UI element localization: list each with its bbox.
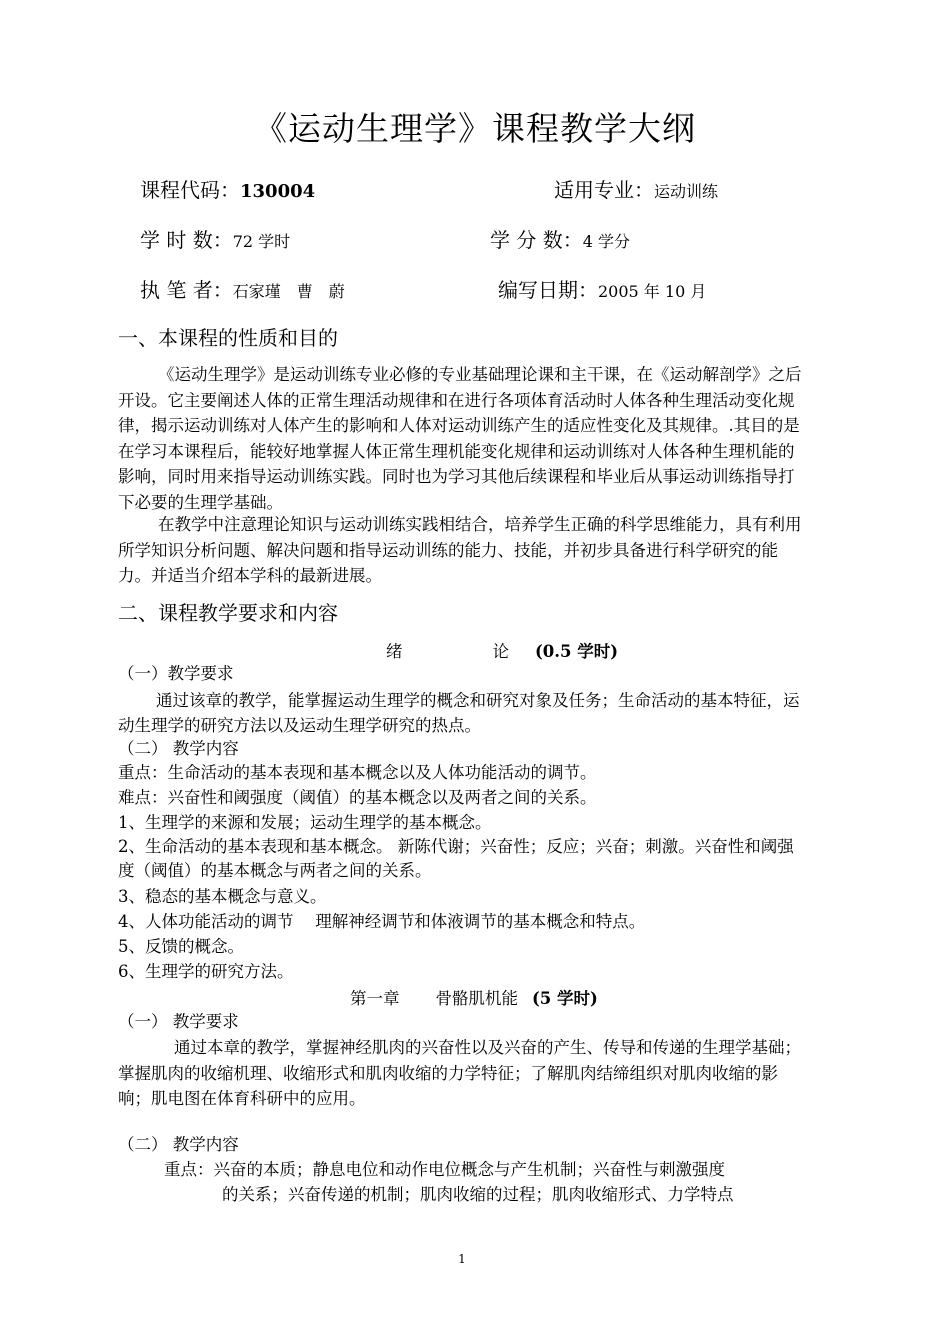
document-title: 《运动生理学》课程教学大纲 xyxy=(254,109,696,148)
chapter1-key-line-2: 的关系；兴奋传递的机制；肌肉收缩的过程；肌肉收缩形式、力学特点 xyxy=(222,1185,734,1204)
intro-key-points: 重点：生命活动的基本表现和基本概念以及人体功能活动的调节。 xyxy=(118,763,597,782)
hours-row xyxy=(140,224,290,253)
chapter1-title xyxy=(350,985,598,1009)
section1-heading: 一、本课程的性质和目的 xyxy=(118,326,338,350)
credits-label: 学 分 数： xyxy=(490,228,583,252)
section1-paragraph-2: 在教学中注意理论知识与运动训练实践相结合，培养学生正确的科学思维能力，具有利用所学知识分析问题、解决问题和指导运动训练的能力、技能，并初步具备进行科学研究的能力。并适当介绍本学科的最新进展。 xyxy=(118,515,802,585)
chapter1-hours: (5 学时) xyxy=(532,989,598,1008)
intro-title-b: 论 xyxy=(492,642,509,661)
chapter1-title-b: 骨骼肌机能 xyxy=(435,989,518,1008)
section2-heading: 二、课程教学要求和内容 xyxy=(118,601,338,625)
section1-paragraph-1: 《运动生理学》是运动训练专业必修的专业基础理论课和主干课，在《运动解剖学》之后开设。它主要阐述人体的正常生理活动规律和在进行各项体育活动时人体各种生理活动变化规律，揭示运动训练对人体产生的影响和人体对运动训练产生的适应性变化及其规律。.其目的是在学习本课程后，能较好地掌握人体正常生理机能变化规律和运动训练对人体各种生理机能的影响，同时用来指导运动训练实践。同时也为学习其他后续课程和毕业后从事运动训练指导打下必要的生理学基础。 xyxy=(118,365,802,512)
hours-value: 72 学时 xyxy=(232,232,291,251)
credits-row xyxy=(490,224,630,253)
chapter1-key-line-1: 重点：兴奋的本质；静息电位和动作电位概念与产生机制；兴奋性与刺激强度 xyxy=(164,1160,725,1179)
intro-item-3: 3、稳态的基本概念与意义。 xyxy=(118,887,327,906)
hours-label: 学 时 数： xyxy=(140,228,233,252)
intro-hours: (0.5 学时) xyxy=(535,642,619,661)
chapter1-content-heading: （二） 教学内容 xyxy=(118,1135,239,1154)
intro-item-6: 6、生理学的研究方法。 xyxy=(118,962,294,981)
course-code-row xyxy=(140,174,315,203)
course-code-label: 课程代码： xyxy=(140,178,240,202)
intro-req-text: 通过该章的教学，能掌握运动生理学的概念和研究对象及任务；生命活动的基本特征，运动生理学的研究方法以及运动生理学研究的热点。 xyxy=(118,691,800,735)
course-code-value: 130004 xyxy=(240,181,316,202)
chapter1-req-heading: （一） 教学要求 xyxy=(118,1012,239,1031)
date-value: 2005 年 10 月 xyxy=(598,282,707,301)
chapter1-req-text: 通过本章的教学，掌握神经肌肉的兴奋性以及兴奋的产生、传导和传递的生理学基础；掌握肌肉的收缩机理、收缩形式和肌肉收缩的力学特征；了解肌肉结缔组织对肌肉收缩的影响；肌电图在体育科研中的应用。 xyxy=(118,1038,801,1108)
intro-title-a: 绪 xyxy=(386,642,403,661)
author-value: 石家瑾 曹 蔚 xyxy=(232,282,345,301)
intro-item-2: 2、生命活动的基本表现和基本概念。 新陈代谢；兴奋性；反应；兴奋；刺激。兴奋性和阈强度（阈值）的基本概念与两者之间的关系。 xyxy=(118,837,794,880)
credits-value: 4 学分 xyxy=(582,232,630,251)
intro-req-heading: （一）教学要求 xyxy=(118,664,234,683)
major-value: 运动训练 xyxy=(654,182,719,201)
page-number: 1 xyxy=(458,1252,466,1266)
intro-item-1: 1、生理学的来源和发展；运动生理学的基本概念。 xyxy=(118,813,492,832)
author-row xyxy=(140,274,345,303)
chapter1-title-a: 第一章 xyxy=(350,989,400,1008)
date-label: 编写日期： xyxy=(498,278,598,302)
author-label: 执 笔 者： xyxy=(140,278,233,302)
intro-item-5: 5、反馈的概念。 xyxy=(118,937,244,956)
major-label: 适用专业： xyxy=(554,178,654,202)
intro-title xyxy=(386,638,618,662)
intro-difficult-points: 难点：兴奋性和阈强度（阈值）的基本概念以及两者之间的关系。 xyxy=(118,788,597,807)
major-row xyxy=(554,174,718,203)
date-row xyxy=(498,274,706,303)
intro-content-heading: （二） 教学内容 xyxy=(118,739,239,758)
intro-item-4: 4、人体功能活动的调节 理解神经调节和体液调节的基本概念和特点。 xyxy=(118,912,646,931)
